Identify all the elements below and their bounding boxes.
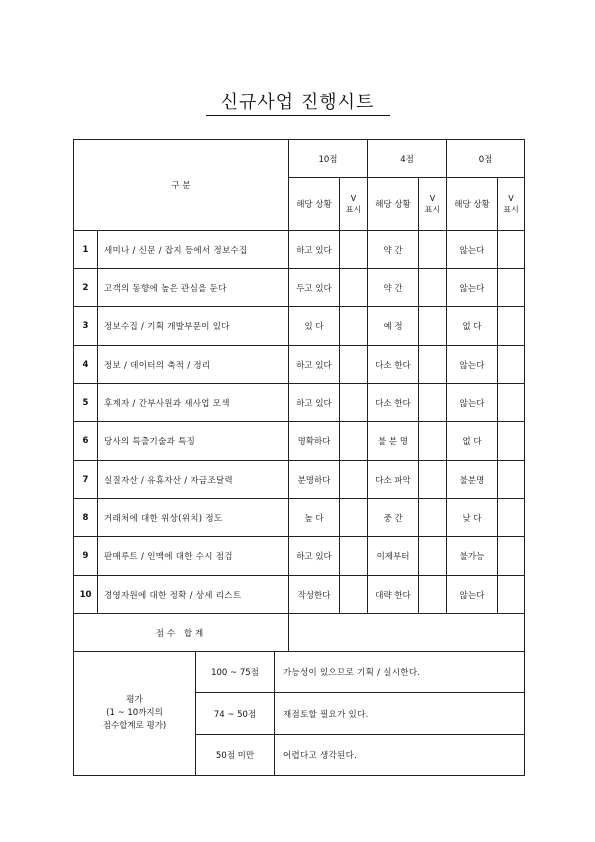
situation-4: 중 간	[368, 499, 419, 537]
evaluation-range: 100 ~ 75점	[196, 652, 275, 693]
total-value-cell[interactable]	[289, 614, 525, 652]
group-header-4: 4점	[368, 140, 447, 178]
page-title: 신규사업 진행시트	[220, 92, 375, 113]
situation-4: 예 정	[368, 307, 419, 346]
mark-cell-10[interactable]	[340, 231, 368, 269]
mark-header-10: V 표시	[340, 178, 368, 231]
situation-0: 없 다	[447, 307, 498, 346]
title-underline	[206, 115, 390, 116]
situation-10: 작성한다	[289, 576, 340, 614]
mark-cell-4[interactable]	[419, 422, 447, 461]
situation-10: 분명하다	[289, 461, 340, 499]
evaluation-description: 어렵다고 생각된다.	[275, 735, 525, 776]
situation-0: 않는다	[447, 231, 498, 269]
mark-cell-4[interactable]	[419, 307, 447, 346]
group-header-0: 0점	[447, 140, 525, 178]
situation-0: 없 다	[447, 422, 498, 461]
situation-header-10: 해당 상황	[289, 178, 340, 231]
situation-4: 다소 파악	[368, 461, 419, 499]
row-number: 7	[74, 461, 98, 499]
situation-4: 대략 한다	[368, 576, 419, 614]
situation-10: 하고 있다	[289, 346, 340, 384]
row-number: 2	[74, 269, 98, 307]
row-number: 1	[74, 231, 98, 269]
mark-cell-4[interactable]	[419, 576, 447, 614]
evaluation-row	[74, 652, 525, 693]
mark-cell-10[interactable]	[340, 461, 368, 499]
row-number: 6	[74, 422, 98, 461]
total-label: 점수 합계	[74, 614, 289, 652]
header-row-groups	[74, 140, 525, 178]
mark-cell-4[interactable]	[419, 499, 447, 537]
mark-cell-0[interactable]	[498, 461, 525, 499]
mark-cell-4[interactable]	[419, 537, 447, 576]
group-header-10: 10점	[289, 140, 368, 178]
table-row	[74, 307, 525, 346]
table-row	[74, 499, 525, 537]
mark-cell-0[interactable]	[498, 422, 525, 461]
row-item: 고객의 동향에 높은 관심을 둔다	[98, 269, 289, 307]
situation-4: 불 분 명	[368, 422, 419, 461]
evaluation-label: 평가 (1 ~ 10까지의 점수합계로 평가)	[74, 652, 196, 776]
table-row	[74, 576, 525, 614]
situation-4: 약 간	[368, 269, 419, 307]
mark-cell-10[interactable]	[340, 499, 368, 537]
evaluation-description: 재점토할 필요가 있다.	[275, 693, 525, 735]
total-row	[74, 614, 525, 652]
mark-cell-4[interactable]	[419, 346, 447, 384]
mark-cell-10[interactable]	[340, 576, 368, 614]
situation-4: 약 간	[368, 231, 419, 269]
row-item: 당사의 특출기술과 특징	[98, 422, 289, 461]
row-item: 정보 / 데이터의 축적 / 정리	[98, 346, 289, 384]
table-row	[74, 231, 525, 269]
table-row	[74, 346, 525, 384]
mark-cell-0[interactable]	[498, 231, 525, 269]
row-item: 후계자 / 간부사원과 새사업 모색	[98, 384, 289, 422]
mark-cell-0[interactable]	[498, 499, 525, 537]
row-item: 경영자원에 대한 정확 / 상세 리스트	[98, 576, 289, 614]
mark-cell-10[interactable]	[340, 346, 368, 384]
situation-10: 있 다	[289, 307, 340, 346]
mark-cell-10[interactable]	[340, 537, 368, 576]
mark-cell-0[interactable]	[498, 269, 525, 307]
row-item: 거래처에 대한 위상(위치) 정도	[98, 499, 289, 537]
mark-cell-10[interactable]	[340, 422, 368, 461]
row-item: 실질자산 / 유휴자산 / 자금조달력	[98, 461, 289, 499]
table-row	[74, 269, 525, 307]
situation-0: 낮 다	[447, 499, 498, 537]
row-item: 세미나 / 신문 / 잡지 등에서 정보수집	[98, 231, 289, 269]
situation-10: 높 다	[289, 499, 340, 537]
evaluation-description: 가능성이 있으므로 기획 / 실시한다.	[275, 652, 525, 693]
situation-0: 불분명	[447, 461, 498, 499]
row-number: 5	[74, 384, 98, 422]
situation-0: 않는다	[447, 269, 498, 307]
situation-0: 않는다	[447, 384, 498, 422]
mark-cell-0[interactable]	[498, 576, 525, 614]
mark-cell-4[interactable]	[419, 269, 447, 307]
mark-cell-4[interactable]	[419, 461, 447, 499]
situation-10: 하고 있다	[289, 537, 340, 576]
evaluation-table	[73, 651, 525, 776]
situation-header-0: 해당 상황	[447, 178, 498, 231]
row-item: 정보수집 / 기획 개발부문이 있다	[98, 307, 289, 346]
mark-header-0: V 표시	[498, 178, 525, 231]
row-number: 3	[74, 307, 98, 346]
situation-10: 하고 있다	[289, 384, 340, 422]
situation-10: 명확하다	[289, 422, 340, 461]
mark-cell-10[interactable]	[340, 384, 368, 422]
situation-0: 않는다	[447, 576, 498, 614]
situation-4: 다소 한다	[368, 346, 419, 384]
mark-cell-4[interactable]	[419, 384, 447, 422]
mark-cell-0[interactable]	[498, 346, 525, 384]
situation-10: 하고 있다	[289, 231, 340, 269]
situation-0: 않는다	[447, 346, 498, 384]
situation-0: 불가능	[447, 537, 498, 576]
category-header: 구 분	[74, 140, 289, 231]
situation-10: 두고 있다	[289, 269, 340, 307]
table-row	[74, 384, 525, 422]
situation-4: 다소 한다	[368, 384, 419, 422]
mark-cell-4[interactable]	[419, 231, 447, 269]
mark-cell-10[interactable]	[340, 269, 368, 307]
mark-cell-10[interactable]	[340, 307, 368, 346]
situation-4: 이제부터	[368, 537, 419, 576]
table-row	[74, 537, 525, 576]
row-number: 9	[74, 537, 98, 576]
table-row	[74, 461, 525, 499]
mark-cell-0[interactable]	[498, 384, 525, 422]
checklist-table	[73, 139, 525, 652]
row-number: 8	[74, 499, 98, 537]
mark-cell-0[interactable]	[498, 307, 525, 346]
row-number: 10	[74, 576, 98, 614]
table-row	[74, 422, 525, 461]
evaluation-range: 50점 미만	[196, 735, 275, 776]
mark-header-4: V 표시	[419, 178, 447, 231]
situation-header-4: 해당 상황	[368, 178, 419, 231]
evaluation-range: 74 ~ 50점	[196, 693, 275, 735]
mark-cell-0[interactable]	[498, 537, 525, 576]
row-item: 판매루트 / 인맥에 대한 수시 점검	[98, 537, 289, 576]
row-number: 4	[74, 346, 98, 384]
